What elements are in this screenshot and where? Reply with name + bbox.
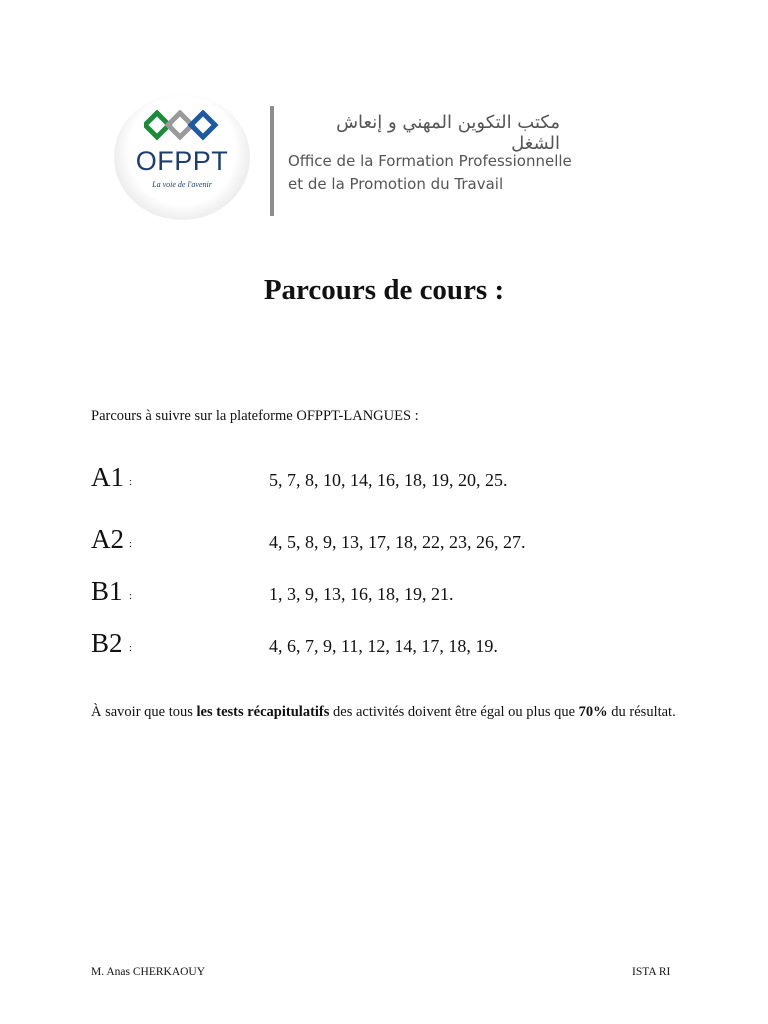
level-code: B1 [91,576,123,606]
note-bold-percent: 70% [578,704,608,720]
org-name-line1: Office de la Formation Professionnelle [288,152,572,170]
level-course-list: 1, 3, 9, 13, 16, 18, 19, 21. [269,584,454,604]
org-name-line2: et de la Promotion du Travail [288,175,504,193]
level-colon: : [129,476,133,488]
logo-diamonds-icon [144,110,224,144]
level-course-list: 5, 7, 8, 10, 14, 16, 18, 19, 20, 25. [269,470,508,490]
level-row-b1 [91,576,651,610]
level-row-a1 [91,462,651,496]
requirement-note [91,704,691,720]
level-row-a2 [91,524,651,558]
level-course-list: 4, 5, 8, 9, 13, 17, 18, 22, 23, 26, 27. [269,532,526,552]
page-title: Parcours de cours : [263,274,505,306]
org-name-arabic: مكتب التكوين المهني و إنعاش الشغل [336,112,560,154]
intro-text: Parcours à suivre sur la plateforme OFPPT-LANGUES : [91,408,419,424]
level-code: A2 [91,524,124,554]
note-bold-tests: les tests récapitulatifs [196,704,330,720]
level-colon: : [129,642,133,654]
header-divider [270,106,274,216]
level-colon: : [129,590,133,602]
ofppt-logo [114,94,254,224]
footer-school: ISTA RI [632,966,671,978]
logo-name: OFPPT [135,146,229,176]
level-course-list: 4, 6, 7, 9, 11, 12, 14, 17, 18, 19. [269,636,498,656]
note-text: des activités doivent être égal ou plus que [329,704,579,720]
note-text: À savoir que tous [91,704,197,720]
level-row-b2 [91,628,651,662]
footer-author: M. Anas CHERKAOUY [91,966,206,978]
logo-tagline: La voie de l'avenir [152,180,212,189]
level-code: A1 [91,462,124,492]
note-text: du résultat. [607,704,676,720]
level-code: B2 [91,628,123,658]
level-colon: : [129,538,133,550]
